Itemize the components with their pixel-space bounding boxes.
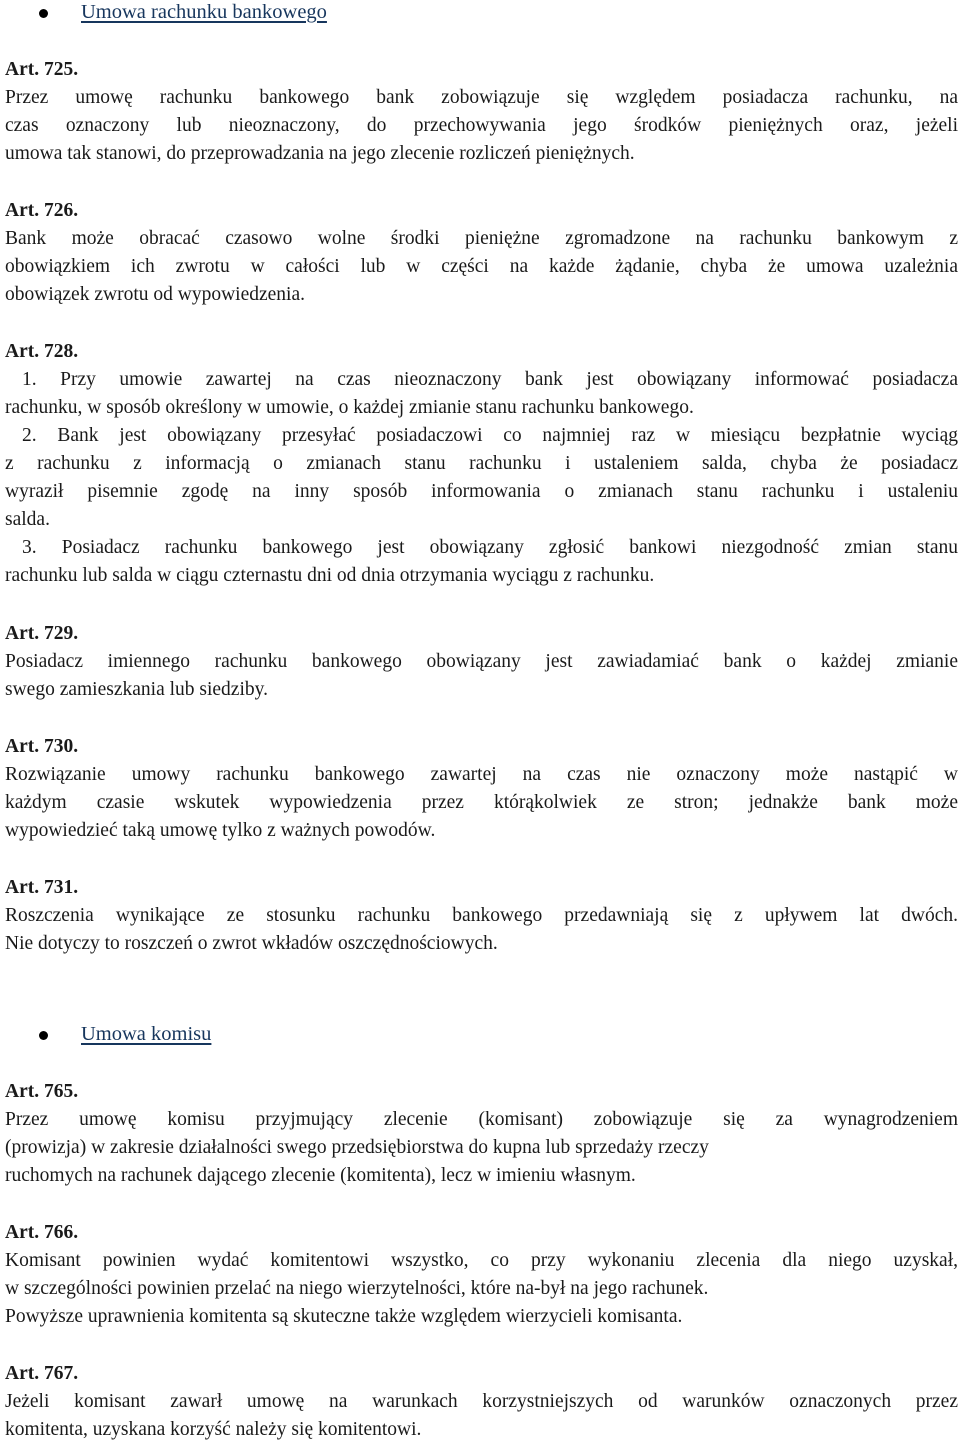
article-paragraph-3: 3. Posiadacz rachunku bankowego jest obowiązany zgłosić bankowi niezgodność zmian stanu bbox=[22, 537, 958, 558]
bullet-icon bbox=[39, 9, 48, 18]
article-text-line: Roszczenia wynikające ze stosunku rachunku bankowego przedawniają się z upływem lat dwóch. bbox=[5, 905, 958, 926]
article-title: Art. 767. bbox=[5, 1363, 79, 1384]
article-text-line: Komisant powinien wydać komitentowi wszystko, co przy wykonaniu zlecenia dla niego uzyskał, bbox=[5, 1250, 958, 1271]
article-text-line: (prowizja) w zakresie działalności swego przedsiębiorstwa do kupna lub sprzedaży rzeczy bbox=[5, 1137, 709, 1158]
article-text-line: komitenta, uzyskana korzyść należy się komitentowi. bbox=[5, 1419, 422, 1440]
article-title: Art. 766. bbox=[5, 1222, 79, 1243]
article-text-line: wypowiedzieć taką umowę tylko z ważnych powodów. bbox=[5, 820, 436, 841]
article-title: Art. 729. bbox=[5, 623, 79, 644]
article-title: Art. 726. bbox=[5, 200, 79, 221]
section-heading-bank-account bbox=[0, 0, 960, 30]
article-text-line: obowiązkiem ich zwrotu w całości lub w części na każde żądanie, chyba że umowa uzależnia bbox=[5, 256, 958, 277]
article-text-line: rachunku lub salda w ciągu czternastu dni od dnia otrzymania wyciągu z rachunku. bbox=[5, 565, 655, 586]
section-link-commission[interactable]: Umowa komisu bbox=[81, 1023, 212, 1045]
article-text-line: Bank może obracać czasowo wolne środki pieniężne zgromadzone na rachunku bankowym z bbox=[5, 228, 958, 249]
article-paragraph-1: 1. Przy umowie zawartej na czas nieoznaczony bank jest obowiązany informować posiadacza bbox=[22, 369, 958, 390]
article-text-line: rachunku, w sposób określony w umowie, o każdej zmianie stanu rachunku bankowego. bbox=[5, 397, 694, 418]
article-text-line: w szczególności powinien przelać na niego wierzytelności, które na-był na jego rachunek. bbox=[5, 1278, 709, 1299]
article-title: Art. 730. bbox=[5, 736, 79, 757]
bullet-icon bbox=[39, 1031, 48, 1040]
article-text-line: Nie dotyczy to roszczeń o zwrot wkładów oszczędnościowych. bbox=[5, 933, 498, 954]
article-text-line: wyraził pisemnie zgodę na inny sposób informowania o zmianach stanu rachunku i ustaleniu bbox=[5, 481, 958, 502]
article-text-line: Jeżeli komisant zawarł umowę na warunkach korzystniejszych od warunków oznaczonych przez bbox=[5, 1391, 958, 1412]
article-text-line: Posiadacz imiennego rachunku bankowego obowiązany jest zawiadamiać bank o każdej zmianie bbox=[5, 651, 958, 672]
article-text-line: swego zamieszkania lub siedziby. bbox=[5, 679, 268, 700]
section-link-bank-account[interactable]: Umowa rachunku bankowego bbox=[81, 1, 327, 23]
article-title: Art. 728. bbox=[5, 341, 79, 362]
article-title: Art. 731. bbox=[5, 877, 79, 898]
article-title: Art. 765. bbox=[5, 1081, 79, 1102]
article-text-line: salda. bbox=[5, 509, 50, 530]
article-text-line: każdym czasie wskutek wypowiedzenia przez którąkolwiek ze stron; jednakże bank może bbox=[5, 792, 958, 813]
article-text-line: Rozwiązanie umowy rachunku bankowego zawartej na czas nie oznaczony może nastąpić w bbox=[5, 764, 958, 785]
article-text-line: czas oznaczony lub nieoznaczony, do przechowywania jego środków pieniężnych oraz, jeżeli bbox=[5, 115, 958, 136]
article-text-line: Powyższe uprawnienia komitenta są skuteczne także względem wierzycieli komisanta. bbox=[5, 1306, 683, 1327]
article-title: Art. 725. bbox=[5, 59, 79, 80]
article-text-line: Przez umowę komisu przyjmujący zlecenie (komisant) zobowiązuje się za wynagrodzeniem bbox=[5, 1109, 958, 1130]
article-text-line: ruchomych na rachunek dającego zlecenie (komitenta), lecz w imieniu własnym. bbox=[5, 1165, 636, 1186]
article-text-line: obowiązek zwrotu od wypowiedzenia. bbox=[5, 284, 305, 305]
article-text-line: z rachunku z informacją o zmianach stanu rachunku i ustaleniem salda, chyba że posiadacz bbox=[5, 453, 958, 474]
article-text-line: umowa tak stanowi, do przeprowadzania na jego zlecenie rozliczeń pieniężnych. bbox=[5, 143, 635, 164]
section-heading-commission bbox=[0, 1022, 960, 1052]
article-paragraph-2: 2. Bank jest obowiązany przesyłać posiadaczowi co najmniej raz w miesiącu bezpłatnie wyciąg bbox=[22, 425, 958, 446]
article-text-line: Przez umowę rachunku bankowego bank zobowiązuje się względem posiadacza rachunku, na bbox=[5, 87, 958, 108]
